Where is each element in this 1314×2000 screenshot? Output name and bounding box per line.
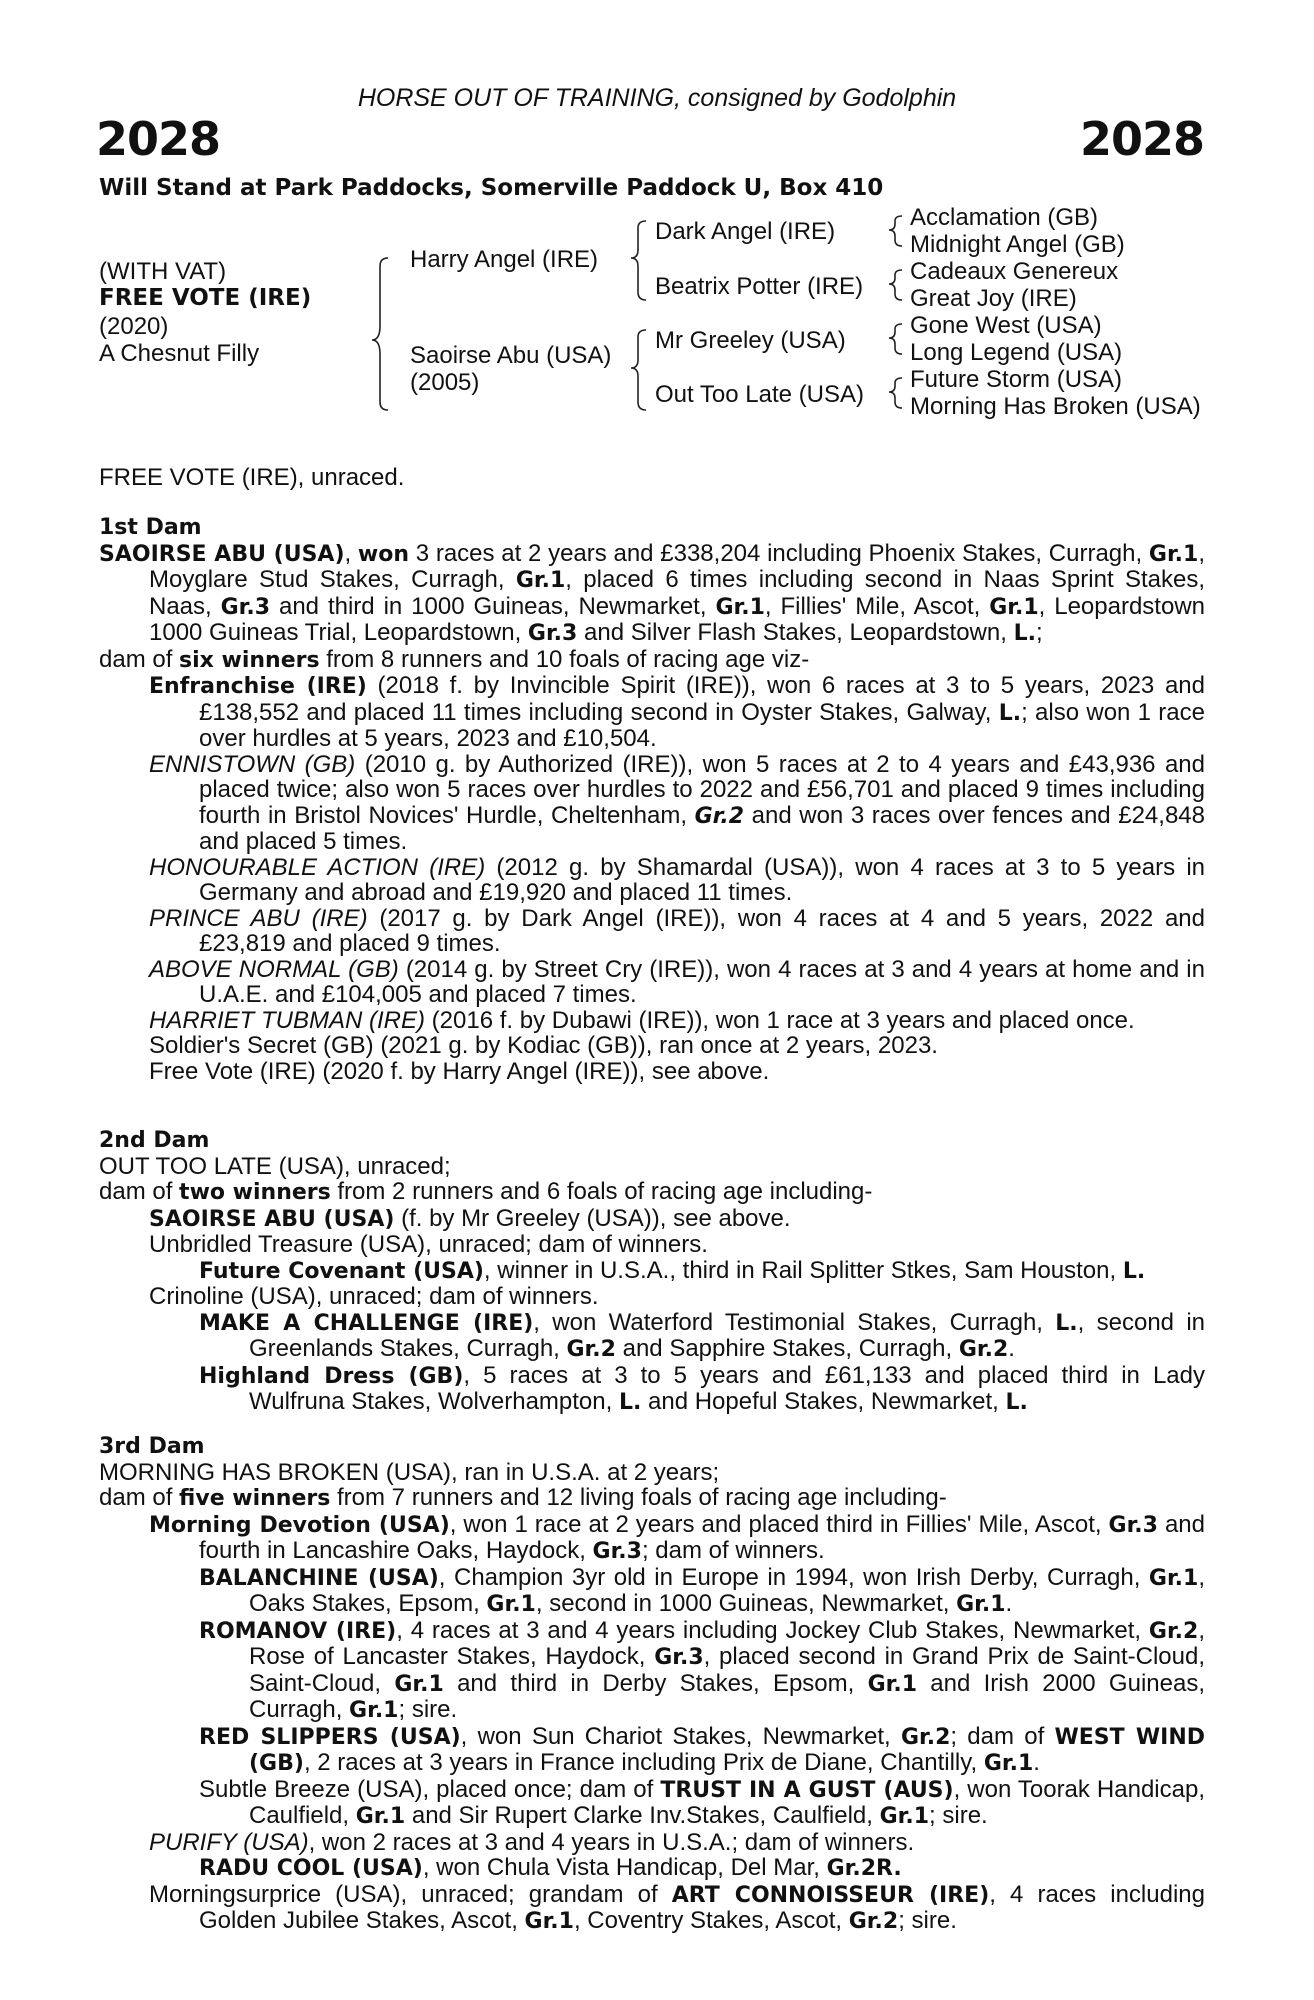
third-dam-produce-summary: dam of five winners from 7 runners and 12 living foals of racing age including-: [99, 1484, 947, 1511]
produce-item: HARRIET TUBMAN (IRE) (2016 f. by Dubawi (IRE)), won 1 race at 3 years and placed once.: [149, 1006, 1135, 1034]
third-dam-record: MORNING HAS BROKEN (USA), ran in U.S.A. at 2 years;: [99, 1458, 720, 1486]
grand-ancestor-2: Midnight Angel (GB): [910, 231, 1125, 258]
dam-sire-name: Mr Greeley (USA): [655, 327, 846, 354]
produce-item: HONOURABLE ACTION (IRE) (2012 g. by Shamardal (USA)), won 4 races at 3 to 5 years in Germany and abroad and £19,920 and placed 11 times.: [149, 853, 1206, 906]
grand-ancestor-4: Great Joy (IRE): [910, 285, 1077, 312]
produce-item: SAOIRSE ABU (USA) (f. by Mr Greeley (USA)), see above.: [149, 1204, 791, 1232]
second-dam-heading: 2nd Dam: [99, 1128, 210, 1153]
second-dam-section: [99, 1128, 1205, 1416]
grand-ancestor-8: Morning Has Broken (USA): [910, 393, 1201, 420]
produce-subitem: RADU COOL (USA), won Chula Vista Handicap, Del Mar, Gr.2R.: [199, 1854, 902, 1881]
lot-number-left: 2028: [96, 112, 221, 166]
sire-dam-name: Beatrix Potter (IRE): [655, 273, 864, 300]
sire-name: Harry Angel (IRE): [410, 246, 599, 273]
first-dam-record: SAOIRSE ABU (USA), won 3 races at 2 years and £338,204 including Phoenix Stakes, Curragh, Gr.1, Moyglare Stud Stakes, Curragh, Gr.1, placed 6 times including second in Naas Sprint Stakes, Naas, Gr.3 and third in 1000 Guineas, Newmarket, Gr.1, Fillies' Mile, Ascot, Gr.1, Leopardstown 1000 Guineas Trial, Leopardstown, Gr.3 and Silver Flash Stakes, Leopardstown, L.;: [99, 539, 1206, 646]
produce-subitem: Highland Dress (GB), 5 races at 3 to 5 years and £61,133 and placed third in Lady Wulfruna Stakes, Wolverhampton, L. and Hopeful Stakes, Newmarket, L.: [199, 1361, 1205, 1415]
third-dam-heading: 3rd Dam: [99, 1434, 205, 1459]
bracket-main: [372, 258, 388, 410]
produce-item: Morning Devotion (USA), won 1 race at 2 years and placed third in Fillies' Mile, Ascot, Gr.3 and fourth in Lancashire Oaks, Haydock, Gr.3; dam of winners.: [149, 1510, 1206, 1564]
produce-subitem: Subtle Breeze (USA), placed once; dam of TRUST IN A GUST (AUS), won Toorak Handicap, Caulfield, Gr.1 and Sir Rupert Clarke Inv.Stakes, Caulfield, Gr.1; sire.: [199, 1775, 1205, 1829]
dam-year: (2005): [410, 369, 480, 396]
first-dam-produce-summary: dam of six winners from 8 runners and 10 foals of racing age viz-: [99, 645, 810, 673]
produce-item: PRINCE ABU (IRE) (2017 g. by Dark Angel (IRE)), won 4 races at 4 and 5 years, 2022 and £23,819 and placed 9 times.: [149, 904, 1206, 957]
lot-number-right: 2028: [1079, 112, 1204, 166]
first-dam-section: [99, 515, 1205, 1084]
produce-item: Crinoline (USA), unraced; dam of winners.: [149, 1283, 599, 1310]
bracket-g3: [889, 324, 902, 354]
first-dam-heading: 1st Dam: [99, 515, 202, 540]
stand-location: Will Stand at Park Paddocks, Somerville Paddock U, Box 410: [99, 175, 884, 201]
bracket-g2: [889, 270, 902, 300]
produce-item: ENNISTOWN (GB) (2010 g. by Authorized (IRE)), won 5 races at 2 to 4 years and £43,936 and placed twice; also won 5 races over hurdles to 2022 and £56,701 and placed 9 times including fourth in Bristol Novices' Hurdle, Cheltenham, Gr.2 and won 3 races over fences and £24,848 and placed 5 times.: [149, 750, 1205, 855]
grand-ancestor-5: Gone West (USA): [910, 312, 1102, 339]
consignment-line: HORSE OUT OF TRAINING, consigned by Godolphin: [357, 84, 957, 112]
produce-item: PURIFY (USA), won 2 races at 3 and 4 years in U.S.A.; dam of winners.: [149, 1828, 915, 1856]
produce-subitem: ROMANOV (IRE), 4 races at 3 and 4 years including Jockey Club Stakes, Newmarket, Gr.2, Rose of Lancaster Stakes, Haydock, Gr.3, placed second in Grand Prix de Saint-Cloud, Saint-Cloud, Gr.1 and third in Derby Stakes, Epsom, Gr.1 and Irish 2000 Guineas, Curragh, Gr.1; sire.: [199, 1616, 1205, 1723]
produce-subitem: Future Covenant (USA), winner in U.S.A., third in Rail Splitter Stkes, Sam Houston, L.: [199, 1256, 1146, 1284]
horse-description: A Chesnut Filly: [99, 340, 260, 367]
produce-item: Unbridled Treasure (USA), unraced; dam of winners.: [149, 1231, 708, 1258]
bracket-g1: [889, 216, 902, 246]
second-dam-produce-summary: dam of two winners from 2 runners and 6 foals of racing age including-: [99, 1178, 873, 1205]
grand-ancestor-7: Future Storm (USA): [910, 366, 1123, 393]
produce-item: Free Vote (IRE) (2020 f. by Harry Angel (IRE)), see above.: [149, 1057, 770, 1085]
grand-ancestor-6: Long Legend (USA): [910, 339, 1123, 366]
grand-ancestor-3: Cadeaux Genereux: [910, 258, 1119, 285]
vat-label: (WITH VAT): [99, 258, 227, 285]
produce-subitem: BALANCHINE (USA), Champion 3yr old in Europe in 1994, won Irish Derby, Curragh, Gr.1, Oaks Stakes, Epsom, Gr.1, second in 1000 Guineas, Newmarket, Gr.1.: [199, 1563, 1205, 1617]
horse-name: FREE VOTE (IRE): [99, 285, 312, 311]
second-dam-record: OUT TOO LATE (USA), unraced;: [99, 1152, 451, 1180]
produce-item: Soldier's Secret (GB) (2021 g. by Kodiac (GB)), ran once at 2 years, 2023.: [149, 1032, 938, 1059]
horse-race-record: FREE VOTE (IRE), unraced.: [99, 464, 405, 491]
horse-year: (2020): [99, 313, 169, 340]
sire-sire-name: Dark Angel (IRE): [655, 218, 836, 245]
dam-dam-name: Out Too Late (USA): [655, 381, 864, 408]
produce-item: Enfranchise (IRE) (2018 f. by Invincible Spirit (IRE)), won 6 races at 3 to 5 years, 2023 and £138,552 and placed 11 times including second in Oyster Stakes, Galway, L.; also won 1 race over hurdles at 5 years, 2023 and £10,504.: [149, 672, 1206, 752]
produce-subitem: MAKE A CHALLENGE (IRE), won Waterford Testimonial Stakes, Curragh, L., second in Greenlands Stakes, Curragh, Gr.2 and Sapphire Stakes, Curragh, Gr.2.: [199, 1308, 1206, 1362]
produce-item: Morningsurprice (USA), unraced; grandam of ART CONNOISSEUR (IRE), 4 races including Golden Jubilee Stakes, Ascot, Gr.1, Coventry Stakes, Ascot, Gr.2; sire.: [149, 1880, 1205, 1934]
third-dam-section: [99, 1434, 1205, 1935]
bracket-g4: [889, 378, 902, 408]
dam-name: Saoirse Abu (USA): [410, 342, 612, 369]
produce-item: ABOVE NORMAL (GB) (2014 g. by Street Cry (IRE)), won 4 races at 3 and 4 years at home and in U.A.E. and £104,005 and placed 7 times.: [149, 955, 1205, 1008]
bracket-sire: [631, 221, 646, 300]
grand-ancestor-1: Acclamation (GB): [910, 204, 1099, 231]
bracket-dam: [631, 330, 646, 410]
produce-subitem: RED SLIPPERS (USA), won Sun Chariot Stakes, Newmarket, Gr.2; dam of WEST WIND (GB), 2 races at 3 years in France including Prix de Diane, Chantilly, Gr.1.: [199, 1722, 1206, 1776]
